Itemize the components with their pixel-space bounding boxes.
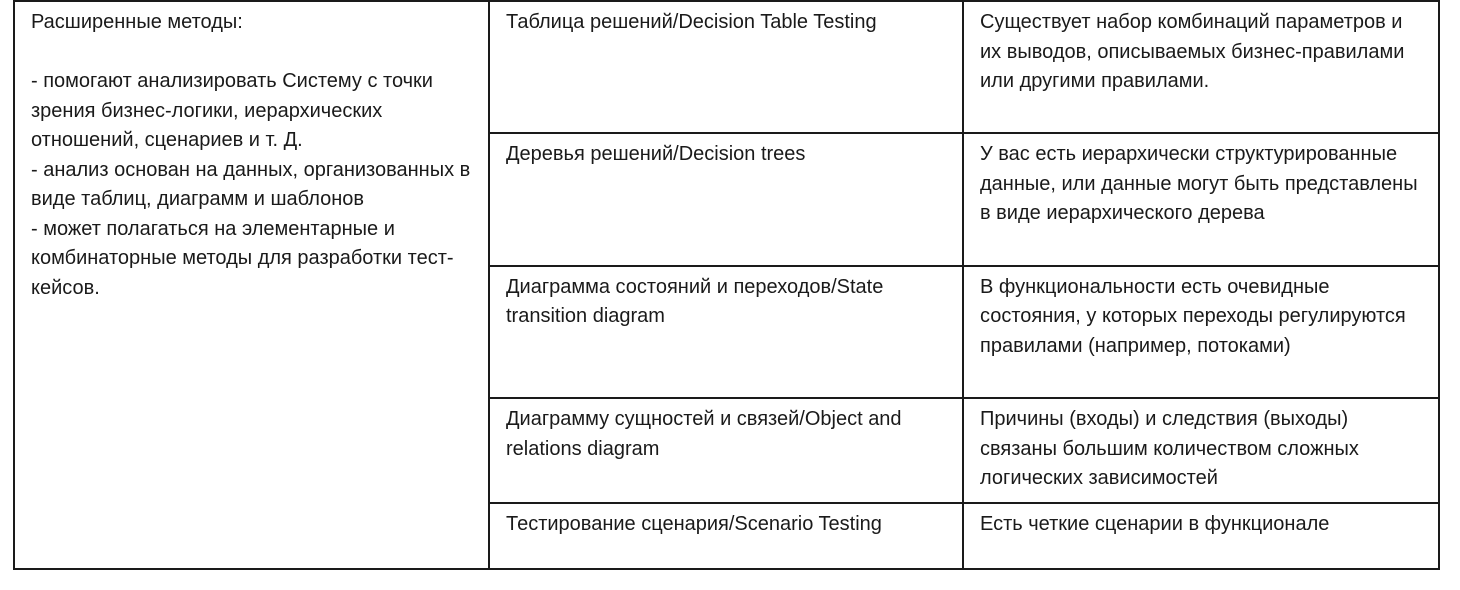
condition-text: У вас есть иерархически структурированные данные, или данные могут быть представлены в виде иерархического дерева [980,143,1418,225]
technique-name: Таблица решений/Decision Table Testing [506,11,877,33]
intro-title: Расширенные методы: [31,11,243,33]
condition-text: Причины (входы) и следствия (выходы) связаны большим количеством сложных логических зависимостей [980,408,1359,490]
technique-name: Диаграмму сущностей и связей/Object and relations diagram [506,408,902,460]
condition-cell [963,503,1439,569]
methods-table [13,0,1440,570]
intro-cell [14,1,489,569]
condition-cell [963,398,1439,502]
intro-point: - помогают анализировать Систему с точки зрения бизнес-логики, иерархических отношений, сценариев и т. Д. [31,70,433,151]
condition-text: Существует набор комбинаций параметров и их выводов, описываемых бизнес-правилами или другими правилами. [980,11,1405,92]
condition-cell [963,133,1439,265]
technique-cell [489,133,963,265]
condition-text: Есть четкие сценарии в функционале [980,512,1330,535]
table-row [14,1,1439,133]
technique-cell [489,266,963,398]
technique-cell [489,1,963,133]
technique-name: Деревья решений/Decision trees [506,143,806,166]
intro-point: - анализ основан на данных, организованных в виде таблиц, диаграмм и шаблонов [31,158,471,210]
technique-cell [489,503,963,569]
technique-name: Диаграмма состояний и переходов/State transition diagram [506,275,884,328]
technique-cell [489,398,963,502]
technique-name: Тестирование сценария/Scenario Testing [506,512,882,535]
condition-cell [963,1,1439,133]
condition-text: В функциональности есть очевидные состояния, у которых переходы регулируются правилами (например, потоками) [980,275,1406,357]
condition-cell [963,266,1439,398]
intro-point: - может полагаться на элементарные и комбинаторные методы для разработки тест-кейсов. [31,217,454,299]
